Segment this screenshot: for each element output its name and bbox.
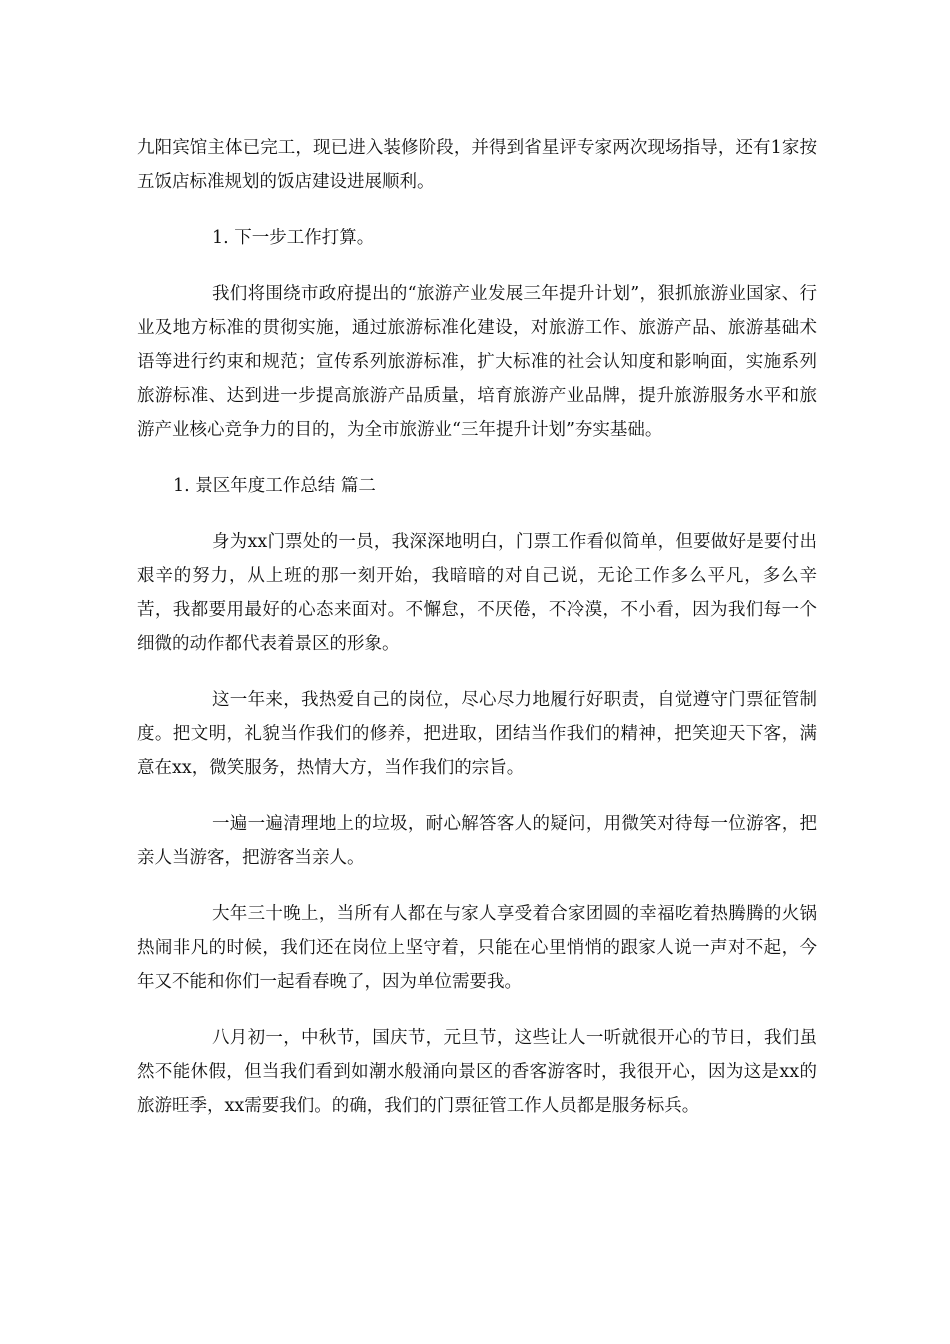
paragraph-new-year-eve: 大年三十晚上，当所有人都在与家人享受着合家团圆的幸福吃着热腾腾的火锅热闹非凡的时候，我们还在岗位上坚守着，只能在心里悄悄的跟家人说一声对不起，今年又不能和你们一起看春晚了，因为单位需要我。 bbox=[137, 904, 817, 992]
paragraph-hotel-progress: 九阳宾馆主体已完工，现已进入装修阶段，并得到省星评专家两次现场指导，还有1家按五饭店标准规划的饭店建设进展顺利。 bbox=[137, 138, 817, 192]
paragraph-ticket-office: 身为xx门票处的一员，我深深地明白，门票工作看似简单，但要做好是要付出艰辛的努力，从上班的那一刻开始，我暗暗的对自己说，无论工作多么平凡，多么辛苦，我都要用最好的心态来面对。不懈怠，不厌倦，不冷漠，不小看，因为我们每一个细微的动作都代表着景区的形象。 bbox=[137, 532, 817, 654]
paragraph-holidays: 八月初一，中秋节，国庆节，元旦节，这些让人一听就很开心的节日，我们虽然不能休假，但当我们看到如潮水般涌向景区的香客游客时，我很开心，因为这是xx的旅游旺季，xx需要我们。的确，我们的门票征管工作人员都是服务标兵。 bbox=[137, 1028, 817, 1116]
paragraph-cleaning: 一遍一遍清理地上的垃圾，耐心解答客人的疑问，用微笑对待每一位游客，把亲人当游客，把游客当亲人。 bbox=[137, 814, 817, 868]
paragraph-this-year: 这一年来，我热爱自己的岗位，尽心尽力地履行好职责，自觉遵守门票征管制度。把文明，礼貌当作我们的修养，把进取，团结当作我们的精神，把笑迎天下客，满意在xx，微笑服务，热情大方，当作我们的宗旨。 bbox=[137, 690, 817, 778]
paragraph-tourism-plan: 我们将围绕市政府提出的“旅游产业发展三年提升计划”，狠抓旅游业国家、行业及地方标准的贯彻实施，通过旅游标准化建设，对旅游工作、旅游产品、旅游基础术语等进行约束和规范；宣传系列旅游标准，扩大标准的社会认知度和影响面，实施系列旅游标准、达到进一步提高旅游产品质量，培育旅游产业品牌，提升旅游服务水平和旅游产业核心竞争力的目的，为全市旅游业“三年提升计划”夯实基础。 bbox=[137, 284, 817, 440]
heading-next-steps: 1. 下一步工作打算。 bbox=[212, 228, 375, 248]
document-body bbox=[137, 131, 817, 1123]
heading-scenic-summary: 1. 景区年度工作总结 篇二 bbox=[173, 476, 376, 496]
